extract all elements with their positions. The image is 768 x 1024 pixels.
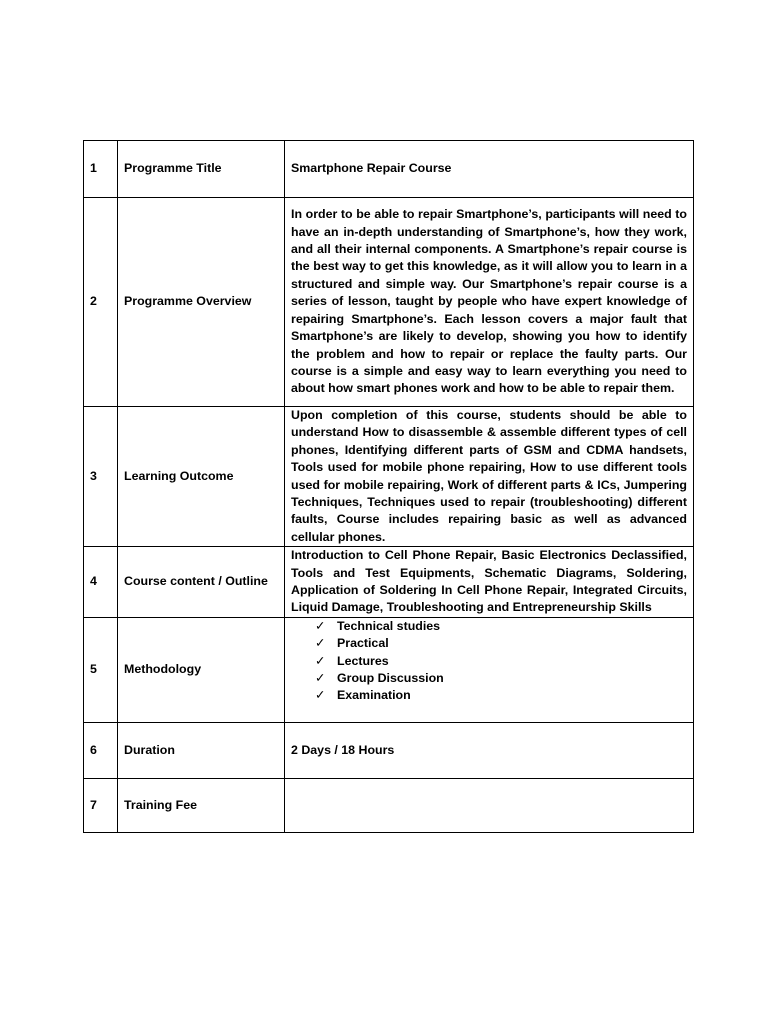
- check-icon: ✓: [315, 653, 326, 668]
- row-label: Course content / Outline: [118, 547, 285, 618]
- row-number: 7: [84, 778, 118, 832]
- row-label: Training Fee: [118, 778, 285, 832]
- table-row-training-fee: [84, 778, 694, 832]
- course-info-table: [83, 140, 694, 833]
- row-number: 5: [84, 617, 118, 722]
- row-number: 4: [84, 547, 118, 618]
- table-row-methodology: [84, 617, 694, 722]
- methodology-value: [285, 617, 694, 722]
- table-row-course-content: [84, 547, 694, 618]
- row-number: 2: [84, 198, 118, 407]
- check-icon: ✓: [315, 671, 326, 686]
- list-item: [315, 670, 687, 687]
- list-item: [315, 687, 687, 704]
- list-item-label: Group Discussion: [337, 671, 444, 686]
- list-item-label: Technical studies: [337, 618, 441, 633]
- table-row-programme-overview: [84, 198, 694, 407]
- list-item-label: Lectures: [337, 653, 389, 668]
- table-row-duration: [84, 722, 694, 778]
- row-label: Programme Title: [118, 141, 285, 198]
- list-item-label: Examination: [337, 688, 411, 703]
- methodology-list: [291, 618, 687, 705]
- check-icon: ✓: [315, 618, 326, 633]
- course-content-value: Introduction to Cell Phone Repair, Basic Electronics Declassified, Tools and Test Equipments, Schematic Diagrams, Soldering, Application of Soldering In Cell Phone Repair, Integrated Circuits, Liquid Damage, Troubleshooting and Entrepreneurship Skills: [285, 547, 694, 618]
- programme-title-value: Smartphone Repair Course: [285, 141, 694, 198]
- check-icon: ✓: [315, 636, 326, 651]
- list-item: [315, 618, 687, 635]
- check-icon: ✓: [315, 688, 326, 703]
- row-label: Methodology: [118, 617, 285, 722]
- list-item-label: Practical: [337, 636, 389, 651]
- row-number: 3: [84, 407, 118, 547]
- row-number: 6: [84, 722, 118, 778]
- list-item: [315, 653, 687, 670]
- training-fee-value: [285, 778, 694, 832]
- row-label: Duration: [118, 722, 285, 778]
- table-row-learning-outcome: [84, 407, 694, 547]
- row-number: 1: [84, 141, 118, 198]
- row-label: Learning Outcome: [118, 407, 285, 547]
- table-row-programme-title: [84, 141, 694, 198]
- duration-value: 2 Days / 18 Hours: [285, 722, 694, 778]
- learning-outcome-value: Upon completion of this course, students should be able to understand How to disassemble & assemble different types of cell phones, Identifying different parts of GSM and CDMA handsets, Tools used for mobile phone repairing, How to use different tools used for mobile repairing, Work of different parts & ICs, Jumpering Techniques, Techniques used to repair (troubleshooting) different faults, Course includes repairing basic as well as advanced cellular phones.: [285, 407, 694, 547]
- row-label: Programme Overview: [118, 198, 285, 407]
- list-item: [315, 635, 687, 652]
- programme-overview-value: In order to be able to repair Smartphone’s, participants will need to have an in-depth understanding of Smartphone’s, how they work, and all their internal components. A Smartphone’s repair course is the best way to get this knowledge, as it will allow you to learn in a structured and simple way. Our Smartphone’s repair course is a series of lesson, taught by people who have expert knowledge of repairing Smartphone’s. Each lesson covers a major fault that Smartphone’s are likely to develop, showing you how to identify the problem and how to repair or replace the faulty parts. Our course is a simple and easy way to learn everything you need to about how smart phones work and how to be able to repair them.: [285, 198, 694, 407]
